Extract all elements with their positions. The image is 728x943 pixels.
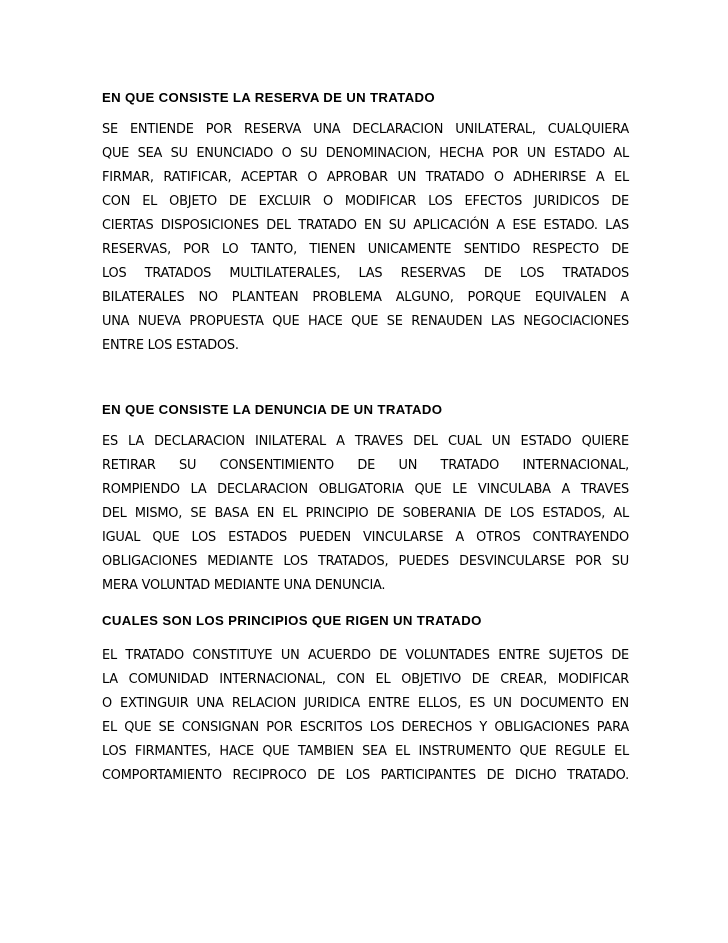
paragraph-line: ENTRE LOS ESTADOS. — [102, 338, 239, 353]
paragraph-line: OBLIGACIONES MEDIANTE LOS TRATADOS, PUEDES DESVINCULARSE POR SU — [102, 554, 629, 569]
section-heading-denuncia: EN QUE CONSISTE LA DENUNCIA DE UN TRATADO — [102, 402, 443, 417]
section-body-reserva — [102, 118, 629, 358]
paragraph-line: LA COMUNIDAD INTERNACIONAL, CON EL OBJETIVO DE CREAR, MODIFICAR — [102, 672, 629, 687]
paragraph-line: IGUAL QUE LOS ESTADOS PUEDEN VINCULARSE A OTROS CONTRAYENDO — [102, 530, 629, 545]
paragraph-line: SE ENTIENDE POR RESERVA UNA DECLARACION UNILATERAL, CUALQUIERA — [102, 122, 629, 137]
paragraph-line: EL QUE SE CONSIGNAN POR ESCRITOS LOS DERECHOS Y OBLIGACIONES PARA — [102, 720, 629, 735]
paragraph-line: EL TRATADO CONSTITUYE UN ACUERDO DE VOLUNTADES ENTRE SUJETOS DE — [102, 648, 629, 663]
paragraph-line: CON EL OBJETO DE EXCLUIR O MODIFICAR LOS EFECTOS JURIDICOS DE — [102, 194, 629, 209]
paragraph-line: QUE SEA SU ENUNCIADO O SU DENOMINACION, HECHA POR UN ESTADO AL — [102, 146, 629, 161]
paragraph-line: UNA NUEVA PROPUESTA QUE HACE QUE SE RENAUDEN LAS NEGOCIACIONES — [102, 314, 629, 329]
paragraph-line: RETIRAR SU CONSENTIMIENTO DE UN TRATADO INTERNACIONAL, — [102, 458, 629, 473]
paragraph-line: DEL MISMO, SE BASA EN EL PRINCIPIO DE SOBERANIA DE LOS ESTADOS, AL — [102, 506, 629, 521]
section-heading-reserva: EN QUE CONSISTE LA RESERVA DE UN TRATADO — [102, 90, 435, 105]
paragraph-line: CIERTAS DISPOSICIONES DEL TRATADO EN SU APLICACIÓN A ESE ESTADO. LAS — [102, 218, 629, 233]
paragraph-line: COMPORTAMIENTO RECIPROCO DE LOS PARTICIPANTES DE DICHO TRATADO. — [102, 768, 629, 783]
paragraph-line: RESERVAS, POR LO TANTO, TIENEN UNICAMENTE SENTIDO RESPECTO DE — [102, 242, 629, 257]
paragraph-line: O EXTINGUIR UNA RELACION JURIDICA ENTRE ELLOS, ES UN DOCUMENTO EN — [102, 696, 629, 711]
paragraph-line: MERA VOLUNTAD MEDIANTE UNA DENUNCIA. — [102, 578, 386, 593]
section-heading-principios: CUALES SON LOS PRINCIPIOS QUE RIGEN UN TRATADO — [102, 613, 482, 628]
section-body-principios — [102, 644, 629, 788]
paragraph-line: FIRMAR, RATIFICAR, ACEPTAR O APROBAR UN TRATADO O ADHERIRSE A EL — [102, 170, 629, 185]
paragraph-line: LOS TRATADOS MULTILATERALES, LAS RESERVAS DE LOS TRATADOS — [102, 266, 629, 281]
paragraph-line: LOS FIRMANTES, HACE QUE TAMBIEN SEA EL INSTRUMENTO QUE REGULE EL — [102, 744, 629, 759]
paragraph-line: BILATERALES NO PLANTEAN PROBLEMA ALGUNO, PORQUE EQUIVALEN A — [102, 290, 629, 305]
paragraph-line: ROMPIENDO LA DECLARACION OBLIGATORIA QUE LE VINCULABA A TRAVES — [102, 482, 629, 497]
paragraph-line: ES LA DECLARACION INILATERAL A TRAVES DEL CUAL UN ESTADO QUIERE — [102, 434, 629, 449]
section-body-denuncia — [102, 430, 629, 598]
